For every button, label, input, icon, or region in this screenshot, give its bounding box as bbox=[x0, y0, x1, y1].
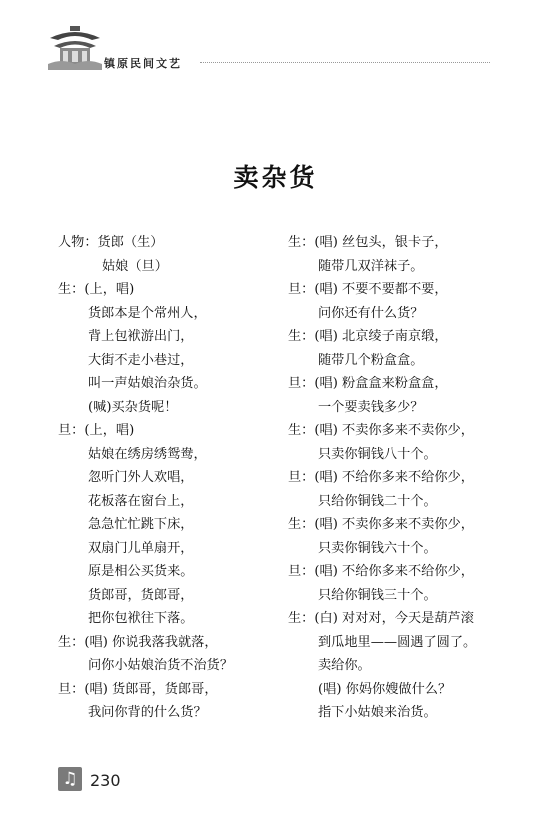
page-title: 卖杂货 bbox=[233, 163, 318, 192]
text-line: 旦：(唱) 不给你多来不给你少， bbox=[288, 470, 474, 485]
text-line: 一个要卖钱多少？ bbox=[318, 399, 424, 415]
text-line: 旦：(唱) 粉盒盒来粉盒盒， bbox=[288, 376, 448, 391]
text-line: 人物：货郎（生） bbox=[58, 235, 164, 250]
text-line: 旦：(上，唱) bbox=[58, 423, 135, 438]
text-line: 到瓜地里——圆遇了圆了。 bbox=[318, 634, 477, 650]
text-line: 生：(唱) 你说我落我就落， bbox=[58, 634, 218, 650]
text-line: 只卖你铜钱八十个。 bbox=[318, 446, 437, 462]
text-line: 原是相公买货来。 bbox=[88, 564, 194, 579]
text-line: 只给你铜钱三十个。 bbox=[318, 587, 437, 603]
text-line: (唱) 你妈你嫂做什么？ bbox=[318, 681, 452, 697]
text-line: 把你包袱往下落。 bbox=[88, 611, 194, 626]
text-line: (喊)买杂货呢！ bbox=[88, 399, 178, 415]
text-line: 生：(唱) 北京绫子南京缎， bbox=[288, 329, 448, 344]
text-line: 问你还有什么货？ bbox=[318, 305, 424, 321]
text-line: 随带几双洋袜子。 bbox=[318, 258, 424, 274]
text-line: 背上包袱游出门， bbox=[88, 329, 194, 344]
header-divider bbox=[200, 62, 490, 63]
text-line: 生：(唱) 丝包头，银卡子， bbox=[288, 235, 448, 250]
music-note-icon: ♫ bbox=[58, 767, 82, 791]
text-line: 花板落在窗台上， bbox=[88, 493, 194, 509]
text-line: 指下小姑娘来治货。 bbox=[318, 705, 437, 720]
text-line: 卖给你。 bbox=[318, 658, 371, 673]
text-line: 生：(白) 对对对，今天是葫芦滚 bbox=[288, 611, 474, 626]
text-line: 旦：(唱) 货郎哥，货郎哥， bbox=[58, 681, 218, 697]
text-line: 急急忙忙跳下床， bbox=[88, 517, 194, 532]
text-line: 生：(唱) 不卖你多来不卖你少， bbox=[288, 423, 474, 438]
text-line: 双扇门儿单扇开， bbox=[88, 540, 194, 556]
text-line: 旦：(唱) 不给你多来不给你少， bbox=[288, 564, 474, 579]
page-number: 230 bbox=[90, 771, 121, 790]
text-line: 问你小姑娘治货不治货？ bbox=[88, 658, 234, 673]
text-line: 随带几个粉盒盒。 bbox=[318, 352, 424, 368]
text-line: 生：(唱) 不卖你多来不卖你少， bbox=[288, 517, 474, 532]
text-line: 旦：(唱) 不要不要都不要， bbox=[288, 282, 448, 297]
text-line: 姑娘在绣房绣鸳鸯， bbox=[88, 446, 207, 462]
text-line: 货郎本是个常州人， bbox=[88, 305, 207, 321]
book-title: 镇原民间文艺 bbox=[104, 57, 182, 70]
text-line: 货郎哥，货郎哥， bbox=[88, 587, 194, 603]
text-line: 大街不走小巷过， bbox=[88, 352, 194, 368]
pavilion-logo-icon bbox=[48, 24, 102, 70]
text-line: 我问你背的什么货？ bbox=[88, 705, 207, 720]
text-line: 只卖你铜钱六十个。 bbox=[318, 540, 437, 556]
right-column bbox=[288, 231, 518, 725]
text-line: 姑娘（旦） bbox=[102, 258, 168, 274]
text-line: 叫一声姑娘治杂货。 bbox=[88, 376, 207, 391]
text-line: 只给你铜钱二十个。 bbox=[318, 493, 437, 509]
text-line: 忽听门外人欢唱， bbox=[88, 470, 194, 485]
text-line: 生：(上，唱) bbox=[58, 282, 135, 297]
left-column bbox=[58, 231, 273, 725]
